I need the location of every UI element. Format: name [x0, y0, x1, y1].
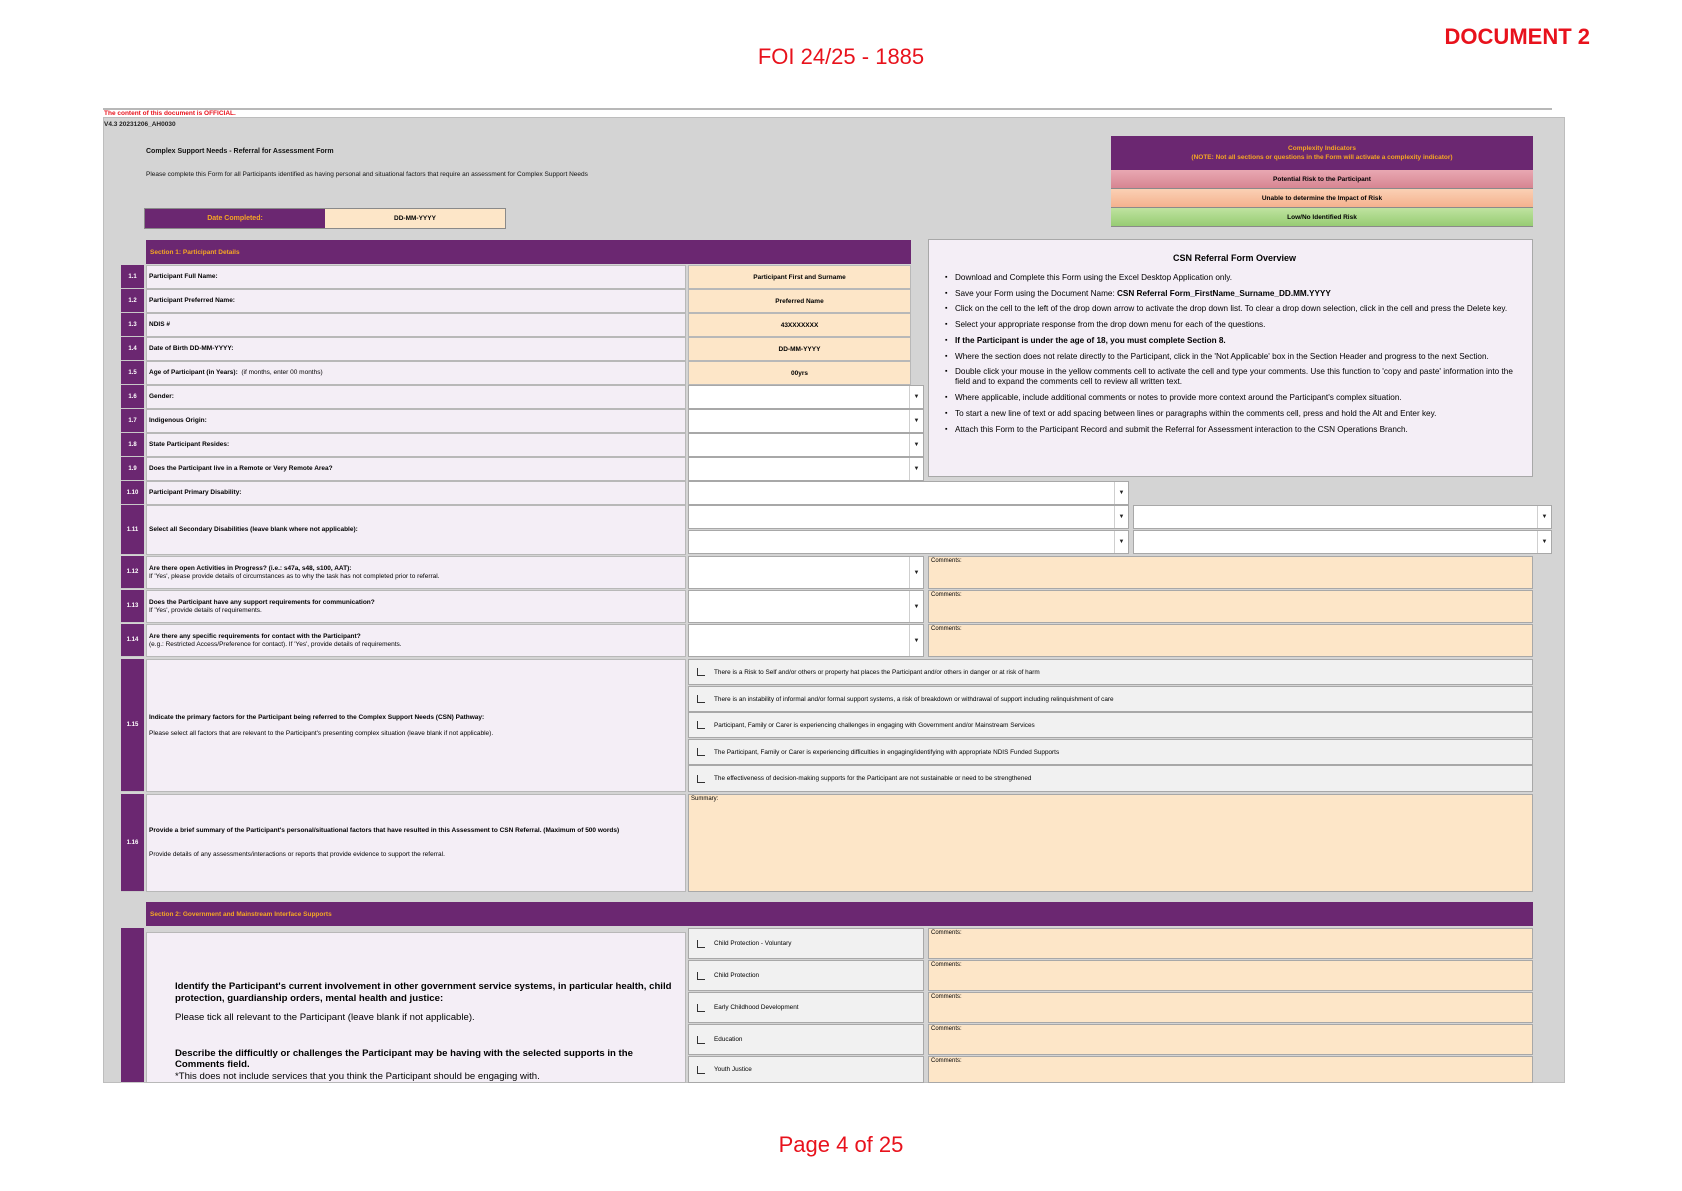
field-label: Does the Participant have any support requirements for communication? If 'Yes', provide details of requirements. — [146, 590, 686, 623]
service-checkbox[interactable]: Child Protection — [688, 960, 924, 991]
date-completed-label: Date Completed: — [145, 209, 325, 228]
factor-checkbox[interactable]: There is an instability of informal and/or formal support systems, a risk of breakdown or withdrawal of support including relinquishment of care — [688, 686, 1533, 712]
comments-field[interactable]: Comments: — [928, 960, 1533, 991]
date-completed — [144, 208, 506, 229]
state-dropdown[interactable] — [688, 433, 924, 457]
overview-item: ▪ Click on the cell to the left of the drop down arrow to activate the drop down list. To clear a drop down selection, click in the cell and press the Delete key. — [945, 304, 1524, 314]
version-text: V4.3 20231206_AH0030 — [104, 121, 176, 128]
section2-instruction: Please tick all relevant to the Participant (leave blank if not applicable). — [175, 1012, 475, 1023]
row-number: 1.9 — [121, 457, 144, 481]
classification-notice: The content of this document is OFFICIAL. — [104, 110, 236, 117]
service-checkbox[interactable]: Education — [688, 1024, 924, 1055]
field-label: Participant Preferred Name: — [146, 289, 686, 313]
page-number: Page 4 of 25 — [778, 1132, 904, 1157]
document-label: DOCUMENT 2 — [1444, 24, 1590, 49]
row-number: 1.7 — [121, 409, 144, 433]
chevron-down-icon[interactable]: ▼ — [909, 386, 923, 408]
row-number: 1.1 — [121, 265, 144, 289]
row-number: 1.8 — [121, 433, 144, 457]
row-number: 1.4 — [121, 337, 144, 361]
checkbox-icon[interactable] — [697, 1066, 705, 1074]
checkbox-icon[interactable] — [697, 1036, 705, 1044]
contact-requirements-dropdown[interactable] — [688, 624, 924, 657]
checkbox-icon[interactable] — [697, 940, 705, 948]
chevron-down-icon[interactable]: ▼ — [909, 557, 923, 588]
overview-item: ▪ If the Participant is under the age of 18, you must complete Section 8. — [945, 336, 1524, 346]
row-number: 1.3 — [121, 313, 144, 337]
row-number: 1.12 — [121, 556, 144, 589]
checkbox-icon[interactable] — [697, 695, 705, 703]
complexity-indicators-header — [1111, 136, 1533, 170]
secondary-disability-dropdown[interactable] — [1133, 530, 1552, 554]
service-checkbox[interactable]: Early Childhood Development — [688, 992, 924, 1023]
row-number: 1.5 — [121, 361, 144, 385]
overview-item: ▪ Download and Complete this Form using the Excel Desktop Application only. — [945, 273, 1524, 283]
row-number: 1.13 — [121, 590, 144, 623]
date-completed-field[interactable]: DD-MM-YYYY — [325, 209, 505, 228]
overview-item: ▪ Select your appropriate response from the drop down menu for each of the questions. — [945, 320, 1524, 330]
divider — [103, 108, 1552, 110]
row-number: 1.2 — [121, 289, 144, 313]
ndis-number-field[interactable]: 43XXXXXXX — [688, 313, 911, 337]
field-label: Indigenous Origin: — [146, 409, 686, 433]
gender-dropdown[interactable] — [688, 385, 924, 409]
indicator-unable-to-determine: Unable to determine the Impact of Risk — [1111, 189, 1533, 208]
primary-disability-dropdown[interactable] — [688, 481, 1129, 505]
field-label: Select all Secondary Disabilities (leave blank where not applicable): — [146, 505, 686, 555]
checkbox-icon[interactable] — [697, 668, 705, 676]
communication-dropdown[interactable] — [688, 590, 924, 623]
secondary-disability-dropdown[interactable] — [688, 505, 1129, 529]
secondary-disability-dropdown[interactable] — [688, 530, 1129, 554]
field-label: Age of Participant (in Years): (if months, enter 00 months) — [146, 361, 686, 385]
chevron-down-icon[interactable]: ▼ — [1114, 531, 1128, 553]
participant-full-name-field[interactable]: Participant First and Surname — [688, 265, 911, 289]
field-label: Are there open Activities in Progress? (i.e.: s47a, s48, s100, AAT): If 'Yes', please provide details of circumstances as to why the task has not completed prior to referral. — [146, 556, 686, 589]
chevron-down-icon[interactable]: ▼ — [909, 434, 923, 456]
complexity-indicators-title: Complexity Indicators — [1288, 145, 1356, 152]
field-label: Gender: — [146, 385, 686, 409]
complexity-indicators-note: (NOTE: Not all sections or questions in the Form will activate a complexity indicator) — [1191, 154, 1453, 161]
section2-instruction-bold: Identify the Participant's current involvement in other government service systems, in particular health, child protection, guardianship orders, mental health and justice: — [175, 981, 672, 1004]
overview-item: ▪ Where the section does not relate directly to the Participant, click in the 'Not Applicable' box in the Section Header and progress to the next Section. — [945, 352, 1524, 362]
field-label: Participant Full Name: — [146, 265, 686, 289]
form-title: Complex Support Needs - Referral for Assessment Form — [146, 148, 334, 155]
overview-item: ▪ Save your Form using the Document Name: CSN Referral Form_FirstName_Surname_DD.MM.YYYY — [945, 289, 1524, 299]
chevron-down-icon[interactable]: ▼ — [909, 458, 923, 480]
row-number: 1.10 — [121, 481, 144, 505]
chevron-down-icon[interactable]: ▼ — [1114, 482, 1128, 504]
section-marker — [121, 928, 144, 1083]
comments-field[interactable]: Comments: — [928, 1024, 1533, 1055]
comments-field[interactable]: Comments: — [928, 992, 1533, 1023]
factor-checkbox[interactable]: Participant, Family or Carer is experiencing challenges in engaging with Government and/or Mainstream Services — [688, 712, 1533, 738]
date-of-birth-field[interactable]: DD-MM-YYYY — [688, 337, 911, 361]
row-number: 1.16 — [121, 794, 144, 892]
field-label: Participant Primary Disability: — [146, 481, 686, 505]
chevron-down-icon[interactable]: ▼ — [1114, 506, 1128, 528]
factor-checkbox[interactable]: The effectiveness of decision-making supports for the Participant are not sustainable or need to be strengthened — [688, 765, 1533, 792]
field-label: Date of Birth DD-MM-YYYY: — [146, 337, 686, 361]
foi-reference: FOI 24/25 - 1885 — [757, 44, 925, 69]
comments-field[interactable]: Comments: — [928, 928, 1533, 959]
form-intro: Please complete this Form for all Participants identified as having personal and situational factors that require an assessment for Complex Support Needs — [146, 171, 588, 178]
service-checkbox[interactable]: Child Protection - Voluntary — [688, 928, 924, 959]
field-label: NDIS # — [146, 313, 686, 337]
preferred-name-field[interactable]: Preferred Name — [688, 289, 911, 313]
chevron-down-icon[interactable]: ▼ — [909, 625, 923, 656]
overview-item: ▪ Double click your mouse in the yellow comments cell to activate the cell and type your comments. Use this function to 'copy and paste' information into the field and to expand the comments cell to review all written text. — [945, 367, 1524, 387]
section1-header: Section 1: Participant Details — [146, 240, 911, 264]
checkbox-icon[interactable] — [697, 721, 705, 729]
row-number: 1.6 — [121, 385, 144, 409]
age-field[interactable]: 00yrs — [688, 361, 911, 385]
comments-field[interactable]: Comments: — [928, 556, 1533, 589]
complexity-indicators — [1111, 136, 1533, 227]
form-overview — [928, 239, 1533, 477]
field-label: State Participant Resides: — [146, 433, 686, 457]
checkbox-icon[interactable] — [697, 775, 705, 783]
comments-field[interactable]: Comments: — [928, 624, 1533, 657]
section2-instruction-note: *This does not include services that you think the Participant should be engaging with. — [175, 1070, 540, 1082]
overview-item: ▪ To start a new line of text or add spacing between lines or paragraphs within the comments cell, press and hold the Alt and Enter key. — [945, 409, 1524, 419]
row-number: 1.15 — [121, 659, 144, 792]
chevron-down-icon[interactable]: ▼ — [1537, 506, 1551, 528]
checkbox-icon[interactable] — [697, 748, 705, 756]
remote-area-dropdown[interactable] — [688, 457, 924, 481]
comments-field[interactable]: Comments: — [928, 590, 1533, 623]
overview-item: ▪ Where applicable, include additional comments or notes to provide more context around the Participant's complex situation. — [945, 393, 1524, 403]
chevron-down-icon[interactable]: ▼ — [909, 591, 923, 622]
section2-header: Section 2: Government and Mainstream Interface Supports — [146, 902, 1533, 926]
factor-checkbox[interactable]: The Participant, Family or Carer is experiencing difficulties in engaging/identifying with appropriate NDIS Funded Supports — [688, 739, 1533, 765]
row-number: 1.14 — [121, 624, 144, 657]
row-number: 1.11 — [121, 505, 144, 555]
indicator-potential-risk: Potential Risk to the Participant — [1111, 170, 1533, 189]
chevron-down-icon[interactable]: ▼ — [909, 410, 923, 432]
overview-item: ▪ Attach this Form to the Participant Record and submit the Referral for Assessment interaction to the CSN Operations Branch. — [945, 425, 1524, 435]
section2-instructions — [146, 932, 686, 1083]
section2-instruction-bold: Describe the difficultly or challenges the Participant may be having with the selected supports in the Comments field. — [175, 1047, 633, 1070]
overview-list — [945, 273, 1524, 435]
checkbox-icon[interactable] — [697, 1004, 705, 1012]
field-label: Provide a brief summary of the Participant's personal/situational factors that have resulted in this Assessment to CSN Referral. (Maximum of 500 words) Provide details of any assessments/interactions or reports that provide evidence to support the referral. — [146, 794, 686, 892]
field-label: Are there any specific requirements for contact with the Participant? (e.g.: Restricted Access/Preference for contact). If 'Yes', provide details of requirements. — [146, 624, 686, 657]
summary-field[interactable]: Summary: — [688, 794, 1533, 892]
overview-title: CSN Referral Form Overview — [1172, 253, 1297, 263]
service-checkbox[interactable]: Youth Justice — [688, 1056, 924, 1083]
factor-checkbox[interactable]: There is a Risk to Self and/or others or property hat places the Participant and/or others in danger or at risk of harm — [688, 659, 1533, 685]
chevron-down-icon[interactable]: ▼ — [1537, 531, 1551, 553]
checkbox-icon[interactable] — [697, 972, 705, 980]
indicator-low-risk: Low/No Identified Risk — [1111, 208, 1533, 227]
open-activities-dropdown[interactable] — [688, 556, 924, 589]
indigenous-origin-dropdown[interactable] — [688, 409, 924, 433]
field-label: Does the Participant live in a Remote or Very Remote Area? — [146, 457, 686, 481]
field-label: Indicate the primary factors for the Participant being referred to the Complex Support Needs (CSN) Pathway: Please select all factors that are relevant to the Participant's presenting complex situation (leave blank if not applicable). — [146, 659, 686, 792]
comments-field[interactable]: Comments: — [928, 1056, 1533, 1083]
secondary-disability-dropdown[interactable] — [1133, 505, 1552, 529]
